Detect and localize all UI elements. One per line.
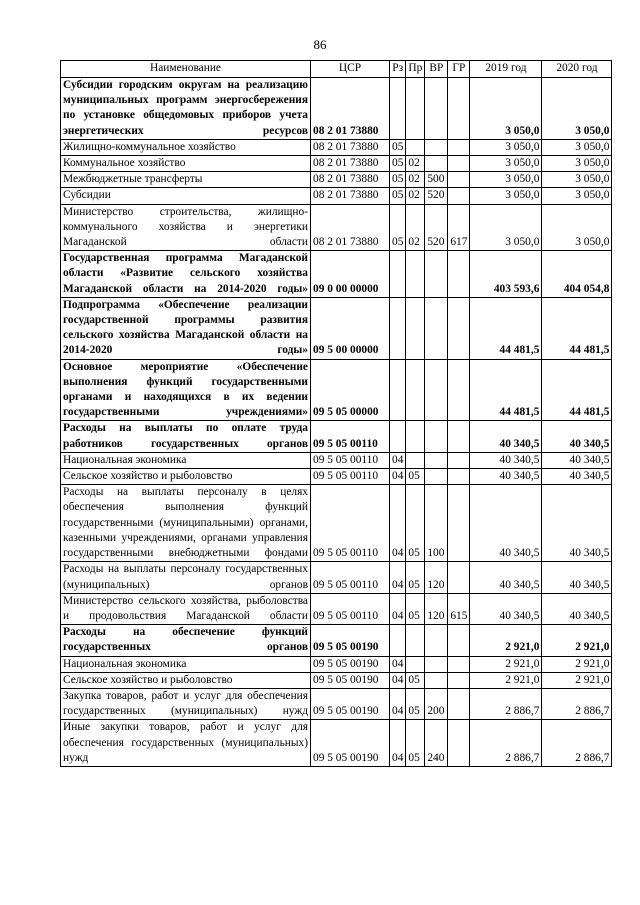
cell-2020: 44 481,5 [542,359,612,421]
cell-2020: 40 340,5 [542,593,612,624]
cell-name: Расходы на выплаты персоналу в целях обеспечения выполнения функций государственными (муниципальными) органами, казенными учреждениями, органами управления государственными внебюджетными фондами [61,485,311,562]
cell-csr: 09 5 05 00110 [311,593,390,624]
cell-2020: 40 340,5 [542,562,612,593]
cell-pr: 05 [406,688,425,719]
table-row [61,688,612,719]
cell-2020: 40 340,5 [542,469,612,485]
cell-2020: 40 340,5 [542,485,612,562]
cell-name: Министерство сельского хозяйства, рыболовства и продовольствия Магаданской области [61,593,311,624]
cell-2020: 2 921,0 [542,672,612,688]
cell-gr [448,359,470,421]
cell-vr [425,672,448,688]
cell-rz: 05 [390,156,406,172]
cell-vr: 240 [425,720,448,767]
cell-pr [406,452,425,468]
cell-csr: 09 5 05 00110 [311,469,390,485]
cell-csr: 09 5 00 00000 [311,297,390,359]
cell-2020: 3 050,0 [542,156,612,172]
cell-2020: 3 050,0 [542,172,612,188]
cell-rz: 05 [390,139,406,155]
cell-gr [448,251,470,298]
table-row [61,251,612,298]
cell-2019: 2 886,7 [470,720,542,767]
cell-2019: 40 340,5 [470,469,542,485]
cell-csr: 08 2 01 73880 [311,156,390,172]
cell-name: Жилищно-коммунальное хозяйство [61,139,311,155]
cell-pr: 05 [406,562,425,593]
cell-2020: 2 886,7 [542,720,612,767]
cell-pr [406,421,425,452]
cell-name: Государственная программа Магаданской области «Развитие сельского хозяйства Магаданской области на 2014-2020 годы» [61,251,311,298]
cell-2020: 40 340,5 [542,452,612,468]
cell-gr [448,452,470,468]
cell-name: Министерство строительства, жилищно-коммунального хозяйства и энергетики Магаданской области [61,204,311,251]
cell-vr [425,78,448,140]
cell-pr: 02 [406,172,425,188]
cell-csr: 08 2 01 73880 [311,78,390,140]
cell-name: Субсидии [61,188,311,204]
table-row [61,469,612,485]
cell-name: Расходы на выплаты по оплате труда работников государственных органов [61,421,311,452]
cell-2019: 44 481,5 [470,359,542,421]
table-body [61,78,612,767]
cell-vr [425,625,448,656]
table-header [61,61,612,78]
cell-rz [390,421,406,452]
cell-2019: 3 050,0 [470,78,542,140]
header-csr: ЦСР [311,61,390,78]
cell-name: Коммунальное хозяйство [61,156,311,172]
table-row [61,139,612,155]
cell-gr [448,469,470,485]
table-row [61,672,612,688]
cell-2019: 2 886,7 [470,688,542,719]
cell-2019: 3 050,0 [470,139,542,155]
cell-vr: 500 [425,172,448,188]
cell-2019: 3 050,0 [470,188,542,204]
cell-csr: 09 5 05 00110 [311,485,390,562]
cell-name: Иные закупки товаров, работ и услуг для обеспечения государственных (муниципальных) нужд [61,720,311,767]
cell-csr: 09 5 05 00110 [311,452,390,468]
cell-gr [448,297,470,359]
table-row [61,297,612,359]
table-row [61,562,612,593]
header-name: Наименование [61,61,311,78]
cell-pr [406,359,425,421]
cell-gr [448,421,470,452]
cell-pr [406,625,425,656]
cell-rz: 05 [390,172,406,188]
cell-vr [425,297,448,359]
cell-name: Закупка товаров, работ и услуг для обеспечения государственных (муниципальных) нужд [61,688,311,719]
cell-gr [448,562,470,593]
cell-vr [425,251,448,298]
cell-rz [390,297,406,359]
cell-2020: 3 050,0 [542,204,612,251]
page-number: 86 [313,37,327,52]
cell-gr [448,156,470,172]
cell-csr: 08 2 01 73880 [311,204,390,251]
cell-vr: 520 [425,204,448,251]
cell-gr [448,139,470,155]
cell-csr: 09 5 05 00110 [311,421,390,452]
cell-2020: 44 481,5 [542,297,612,359]
table-row [61,204,612,251]
cell-2019: 403 593,6 [470,251,542,298]
cell-csr: 08 2 01 73880 [311,172,390,188]
cell-name: Подпрограмма «Обеспечение реализации государственной программы развития сельского хозяйства Магаданской области на 2014-2020 годы» [61,297,311,359]
cell-2020: 3 050,0 [542,188,612,204]
cell-name: Межбюджетные трансферты [61,172,311,188]
table-row [61,452,612,468]
header-rz: Рз [390,61,406,78]
cell-gr [448,688,470,719]
cell-pr [406,656,425,672]
cell-gr [448,656,470,672]
header-2020: 2020 год [542,61,612,78]
cell-2019: 40 340,5 [470,485,542,562]
cell-vr [425,421,448,452]
cell-2019: 2 921,0 [470,625,542,656]
cell-2020: 3 050,0 [542,78,612,140]
cell-2020: 2 921,0 [542,656,612,672]
cell-csr: 09 5 05 00190 [311,720,390,767]
cell-rz [390,78,406,140]
header-gr: ГР [448,61,470,78]
cell-rz [390,625,406,656]
cell-rz: 04 [390,720,406,767]
cell-pr: 05 [406,485,425,562]
cell-rz: 04 [390,562,406,593]
table-row [61,78,612,140]
table-row [61,188,612,204]
cell-2020: 40 340,5 [542,421,612,452]
cell-2020: 3 050,0 [542,139,612,155]
cell-name: Расходы на выплаты персоналу государственных (муниципальных) органов [61,562,311,593]
cell-gr [448,485,470,562]
cell-gr [448,625,470,656]
table-row [61,593,612,624]
cell-vr: 120 [425,593,448,624]
cell-2020: 2 921,0 [542,625,612,656]
cell-name: Национальная экономика [61,656,311,672]
cell-gr [448,720,470,767]
cell-rz: 04 [390,469,406,485]
cell-name: Сельское хозяйство и рыболовство [61,469,311,485]
cell-2019: 3 050,0 [470,172,542,188]
cell-name: Субсидии городским округам на реализацию муниципальных программ энергосбережения по установке общедомовых приборов учета энергетических ресурсов [61,78,311,140]
cell-vr: 520 [425,188,448,204]
cell-pr: 05 [406,593,425,624]
cell-vr [425,156,448,172]
cell-pr [406,139,425,155]
cell-2019: 40 340,5 [470,452,542,468]
cell-rz [390,251,406,298]
cell-2019: 2 921,0 [470,672,542,688]
cell-rz: 04 [390,485,406,562]
table-row [61,421,612,452]
cell-pr: 02 [406,156,425,172]
cell-2019: 44 481,5 [470,297,542,359]
table-row [61,156,612,172]
cell-rz: 04 [390,656,406,672]
cell-pr [406,297,425,359]
cell-vr [425,656,448,672]
cell-csr: 09 5 05 00190 [311,625,390,656]
header-vr: ВР [425,61,448,78]
table-row [61,359,612,421]
cell-pr: 05 [406,672,425,688]
cell-vr: 200 [425,688,448,719]
cell-2019: 3 050,0 [470,156,542,172]
cell-name: Расходы на обеспечение функций государственных органов [61,625,311,656]
cell-name: Основное мероприятие «Обеспечение выполнения функций государственными органами и находящихся в их ведении государственными учреждениями» [61,359,311,421]
cell-pr: 02 [406,204,425,251]
cell-pr: 05 [406,469,425,485]
cell-gr [448,672,470,688]
budget-table [60,60,612,767]
cell-rz: 04 [390,452,406,468]
cell-csr: 09 5 05 00000 [311,359,390,421]
cell-vr [425,469,448,485]
cell-2020: 404 054,8 [542,251,612,298]
cell-gr [448,78,470,140]
header-pr: Пр [406,61,425,78]
cell-2019: 40 340,5 [470,593,542,624]
table-row [61,720,612,767]
header-row [61,61,612,78]
table-row [61,625,612,656]
cell-rz: 05 [390,204,406,251]
cell-2019: 40 340,5 [470,421,542,452]
cell-gr: 617 [448,204,470,251]
cell-2019: 2 921,0 [470,656,542,672]
cell-vr [425,359,448,421]
cell-rz: 04 [390,672,406,688]
cell-csr: 08 2 01 73880 [311,139,390,155]
cell-rz [390,359,406,421]
cell-vr: 120 [425,562,448,593]
cell-gr: 615 [448,593,470,624]
cell-rz: 04 [390,593,406,624]
cell-name: Сельское хозяйство и рыболовство [61,672,311,688]
cell-rz: 04 [390,688,406,719]
cell-rz: 05 [390,188,406,204]
cell-csr: 09 5 05 00190 [311,688,390,719]
cell-gr [448,188,470,204]
table-row [61,172,612,188]
cell-2020: 2 886,7 [542,688,612,719]
cell-csr: 08 2 01 73880 [311,188,390,204]
cell-name: Национальная экономика [61,452,311,468]
cell-pr: 05 [406,720,425,767]
cell-2019: 3 050,0 [470,204,542,251]
cell-vr: 100 [425,485,448,562]
cell-vr [425,139,448,155]
cell-pr [406,78,425,140]
cell-pr [406,251,425,298]
cell-csr: 09 5 05 00190 [311,656,390,672]
cell-csr: 09 5 05 00110 [311,562,390,593]
cell-2019: 40 340,5 [470,562,542,593]
header-2019: 2019 год [470,61,542,78]
table-row [61,485,612,562]
cell-vr [425,452,448,468]
table-row [61,656,612,672]
cell-csr: 09 0 00 00000 [311,251,390,298]
cell-csr: 09 5 05 00190 [311,672,390,688]
cell-pr: 02 [406,188,425,204]
cell-gr [448,172,470,188]
